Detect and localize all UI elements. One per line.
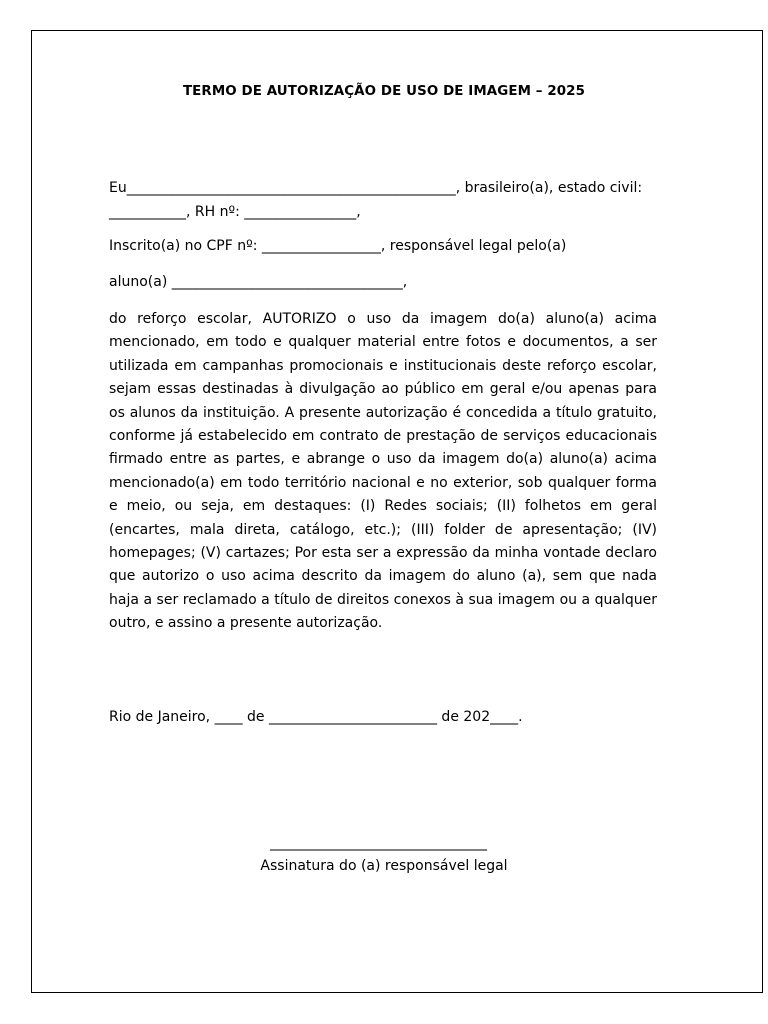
authorization-body: do reforço escolar, AUTORIZO o uso da imagem do(a) aluno(a) acima mencionado, em todo e qualquer material entre fotos e documentos, a ser utilizada em campanhas promocionais e institucionais deste reforço escolar, sejam essas destinadas à divulgação ao público em geral e/ou apenas para os alunos da instituição. A presente autorização é concedida a título gratuito, conforme já estabelecido em contrato de prestação de serviços educacionais firmado entre as partes, e abrange o uso da imagem do(a) aluno(a) acima mencionado(a) em todo território nacional e no exterior, sob qualquer forma e meio, ou seja, em destaques: (I) Redes sociais; (II) folhetos em geral (encartes, mala direta, catálogo, etc.); (III) folder de apresentação; (IV) homepages; (V) cartazes; Por esta ser a expressão da minha vontade declaro que autorizo o uso acima descrito da imagem do aluno (a), sem que nada haja a ser reclamado a título de direitos conexos à sua imagem ou a qualquer outro, e assino a presente autorização. [109,311,657,632]
cpf-line: Inscrito(a) no CPF nº: _________________, responsável legal pelo(a) [109,238,567,254]
document-title: TERMO DE AUTORIZAÇÃO DE USO DE IMAGEM – 2025 [182,84,586,99]
date-line: Rio de Janeiro, ____ de ________________________ de 202____. [109,709,523,725]
student-line: aluno(a) _________________________________, [109,274,408,290]
signature-label: Assinatura do (a) responsável legal [260,858,508,874]
identification-line-1: Eu_______________________________________________, brasileiro(a), estado civil: [109,180,643,196]
identification-line-2: ___________, RH nº: ________________, [109,204,361,220]
signature-line: _______________________________ [270,835,487,851]
